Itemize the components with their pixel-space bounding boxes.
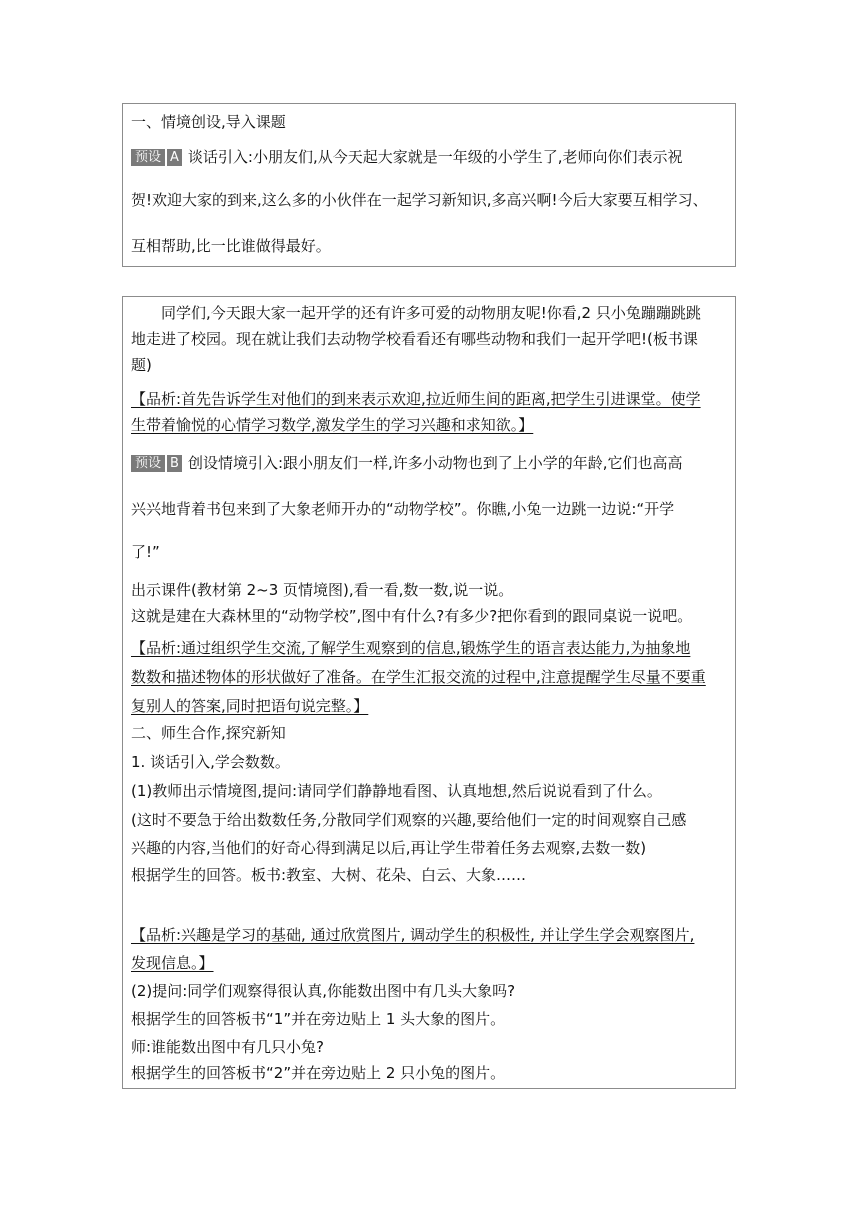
preset-b-badge [131, 455, 165, 472]
note-line-2: 兴趣的内容,当他们的好奇心得到满足以后,再让学生带着任务去观察,去数一数) [131, 839, 647, 857]
analysis-1-line-2: 生带着愉悦的心情学习数学,激发学生的学习兴趣和求知欲。】 [131, 416, 534, 434]
preset-a-text: 谈话引入:小朋友们,从今天起大家就是一年级的小学生了,老师向你们表示祝 [187, 148, 683, 166]
analysis-3-line-2: 发现信息。】 [131, 954, 214, 972]
badge-word: 预设 [135, 150, 162, 165]
step-1-2: (2)提问:同学们观察得很认真,你能数出图中有几头大象吗? [131, 982, 516, 1000]
section-main-box [122, 296, 736, 1089]
preset-b-letter: B [167, 455, 182, 472]
board-line-3: 根据学生的回答板书“2”并在旁边贴上 2 只小兔的图片。 [131, 1064, 506, 1082]
board-line-2: 根据学生的回答板书“1”并在旁边贴上 1 头大象的图片。 [131, 1010, 506, 1028]
intro-line-2: 地走进了校园。现在就让我们去动物学校看看还有哪些动物和我们一起开学吧!(板书课 [131, 330, 698, 348]
preset-a-line-1 [131, 147, 683, 167]
preset-a-line-3: 互相帮助,比一比谁做得最好。 [131, 237, 331, 255]
analysis-3-line-1: 【品析:兴趣是学习的基础, 通过欣赏图片, 调动学生的积极性, 并让学生学会观察图片, [131, 926, 695, 944]
analysis-2-line-2: 数数和描述物体的形状做好了准备。在学生汇报交流的过程中,注意提醒学生尽量不要重 [131, 668, 706, 686]
teacher-question: 师:谁能数出图中有几只小兔? [131, 1038, 325, 1056]
preset-a-letter: A [167, 149, 182, 166]
preset-b-line-1 [131, 453, 683, 473]
analysis-2-line-3: 复别人的答案,同时把语句说完整。】 [131, 697, 369, 715]
preset-b-line-3: 了!” [131, 543, 160, 561]
courseware-line: 出示课件(教材第 2~3 页情境图),看一看,数一数,说一说。 [131, 581, 514, 599]
analysis-2-line-1: 【品析:通过组织学生交流,了解学生观察到的信息,锻炼学生的语言表达能力,为抽象地 [131, 639, 691, 657]
preset-b-text: 创设情境引入:跟小朋友们一样,许多小动物也到了上小学的年龄,它们也高高 [187, 454, 683, 472]
intro-line-1: 同学们,今天跟大家一起开学的还有许多可爱的动物朋友呢!你看,2 只小兔蹦蹦跳跳 [161, 304, 701, 322]
badge-word: 预设 [135, 456, 162, 471]
step-1: 1. 谈话引入,学会数数。 [131, 753, 290, 771]
board-line-1: 根据学生的回答。板书:教室、大树、花朵、白云、大象…… [131, 866, 527, 884]
preset-a-badge [131, 149, 165, 166]
section-heading-2: 二、师生合作,探究新知 [131, 724, 286, 742]
note-line-1: (这时不要急于给出数数任务,分散同学们观察的兴趣,要给他们一定的时间观察自己感 [131, 811, 687, 829]
intro-line-3: 题) [131, 356, 152, 374]
question-line: 这就是建在大森林里的“动物学校”,图中有什么?有多少?把你看到的跟同桌说一说吧。 [131, 607, 693, 625]
step-1-1: (1)教师出示情境图,提问:请同学们静静地看图、认真地想,然后说说看到了什么。 [131, 782, 662, 800]
section-heading: 一、情境创设,导入课题 [131, 113, 286, 131]
analysis-1-line-1: 【品析:首先告诉学生对他们的到来表示欢迎,拉近师生间的距离,把学生引进课堂。使学 [131, 390, 701, 408]
preset-b-line-2: 兴兴地背着书包来到了大象老师开办的“动物学校”。你瞧,小兔一边跳一边说:“开学 [131, 500, 675, 518]
preset-a-line-2: 贺!欢迎大家的到来,这么多的小伙伴在一起学习新知识,多高兴啊!今后大家要互相学习、 [131, 191, 708, 209]
section-intro-box [122, 103, 736, 267]
